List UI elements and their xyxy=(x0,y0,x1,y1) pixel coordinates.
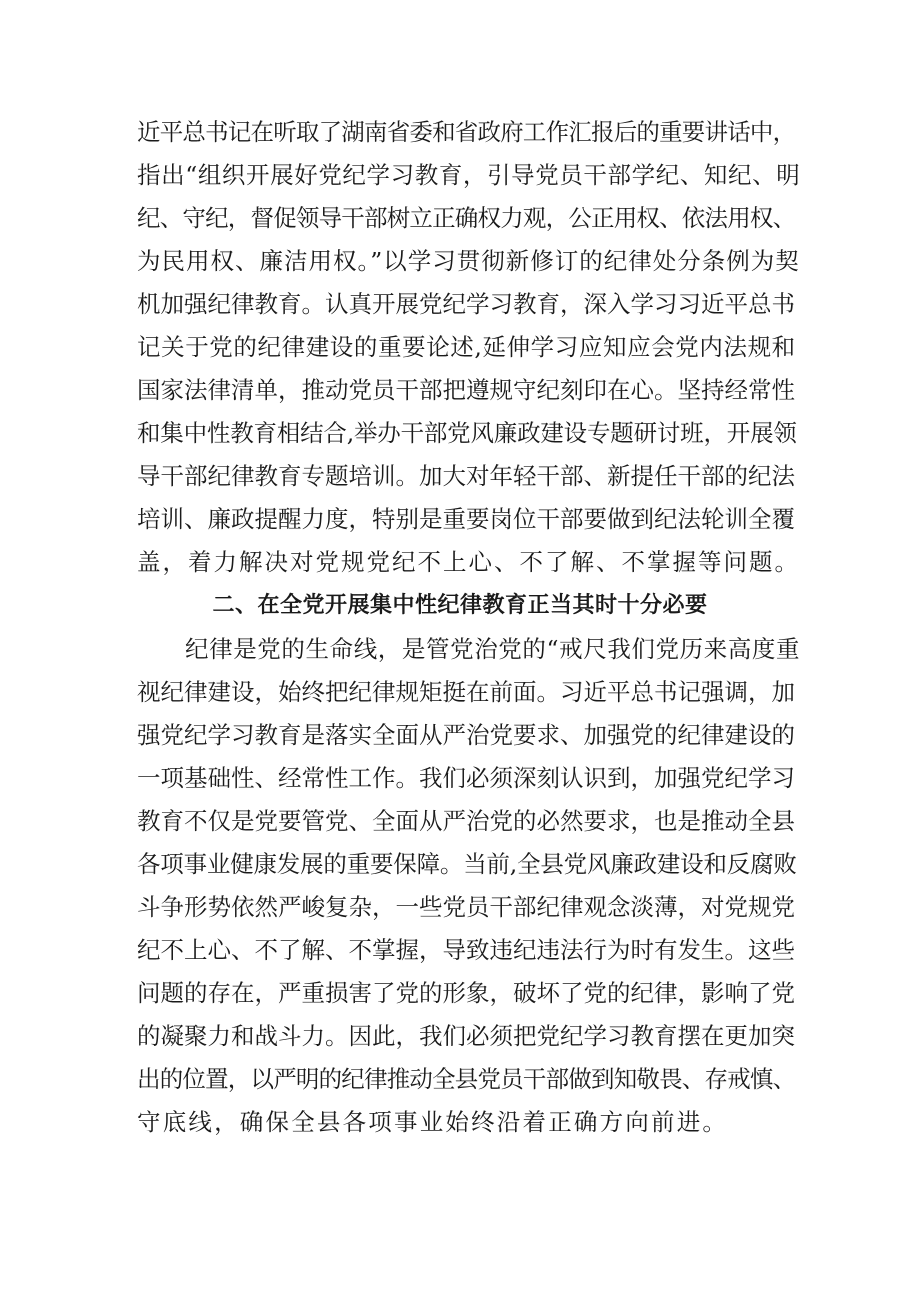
body-text-line: 纪律是党的生命线，是管党治党的“戒尺我们党历来高度重 xyxy=(185,635,801,663)
body-text-line: 视纪律建设，始终把纪律规矩挺在前面。习近平总书记强调，加 xyxy=(137,678,795,706)
body-text-line: 出的位置，以严明的纪律推动全县党员干部做到知敬畏、存戒慎、 xyxy=(137,1065,796,1093)
body-text-line: 教育不仅是党要管党、全面从严治党的必然要求，也是推动全县 xyxy=(137,807,795,835)
body-text-line: 强党纪学习教育是落实全面从严治党要求、加强党的纪律建设的 xyxy=(137,721,795,749)
section-heading: 二、在全党开展集中性纪律教育正当其时十分必要 xyxy=(212,593,708,618)
body-text-line: 斗争形势依然严峻复杂，一些党员干部纪律观念淡薄，对党规党 xyxy=(137,893,795,921)
body-text-line: 一项基础性、经常性工作。我们必须深刻认识到，加强党纪学习 xyxy=(137,764,795,792)
body-text-line: 各项事业健康发展的重要保障。当前,全县党风廉政建设和反腐败 xyxy=(137,850,797,878)
body-text-line: 导干部纪律教育专题培训。加大对年轻干部、新提任干部的纪法 xyxy=(137,462,795,490)
body-text-line: 守底线，确保全县各项事业始终沿着正确方向前进。 xyxy=(137,1108,729,1136)
body-text-line: 问题的存在，严重损害了党的形象，破坏了党的纪律，影响了党 xyxy=(137,979,795,1007)
body-text-line: 机加强纪律教育。认真开展党纪学习教育，深入学习习近平总书 xyxy=(137,290,795,318)
body-text-line: 指出“组织开展好党纪学习教育，引导党员干部学纪、知纪、明 xyxy=(137,161,801,189)
body-text-line: 培训、廉政提醒力度，特别是重要岗位干部要做到纪法轮训全覆 xyxy=(137,505,795,533)
body-text-line: 的凝聚力和战斗力。因此，我们必须把党纪学习教育摆在更加突 xyxy=(137,1022,795,1050)
body-text-line: 国家法律清单，推动党员干部把遵规守纪刻印在心。坚持经常性 xyxy=(137,376,795,404)
body-text-line: 和集中性教育相结合,举办干部党风廉政建设专题研讨班，开展领 xyxy=(137,419,797,447)
body-text-line: 纪不上心、不了解、不掌握，导致违纪违法行为时有发生。这些 xyxy=(137,936,795,964)
body-text-line: 记关于党的纪律建设的重要论述,延伸学习应知应会党内法规和 xyxy=(137,333,796,361)
body-text-line: 纪、守纪，督促领导干部树立正确权力观，公正用权、依法用权、 xyxy=(137,204,796,232)
body-text-line: 盖，着力解决对党规党纪不上心、不了解、不掌握等问题。 xyxy=(137,548,800,576)
body-text-line: 近平总书记在听取了湖南省委和省政府工作汇报后的重要讲话中， xyxy=(137,118,796,146)
body-text-line: 为民用权、廉洁用权。”以学习贯彻新修订的纪律处分条例为契 xyxy=(137,247,800,275)
